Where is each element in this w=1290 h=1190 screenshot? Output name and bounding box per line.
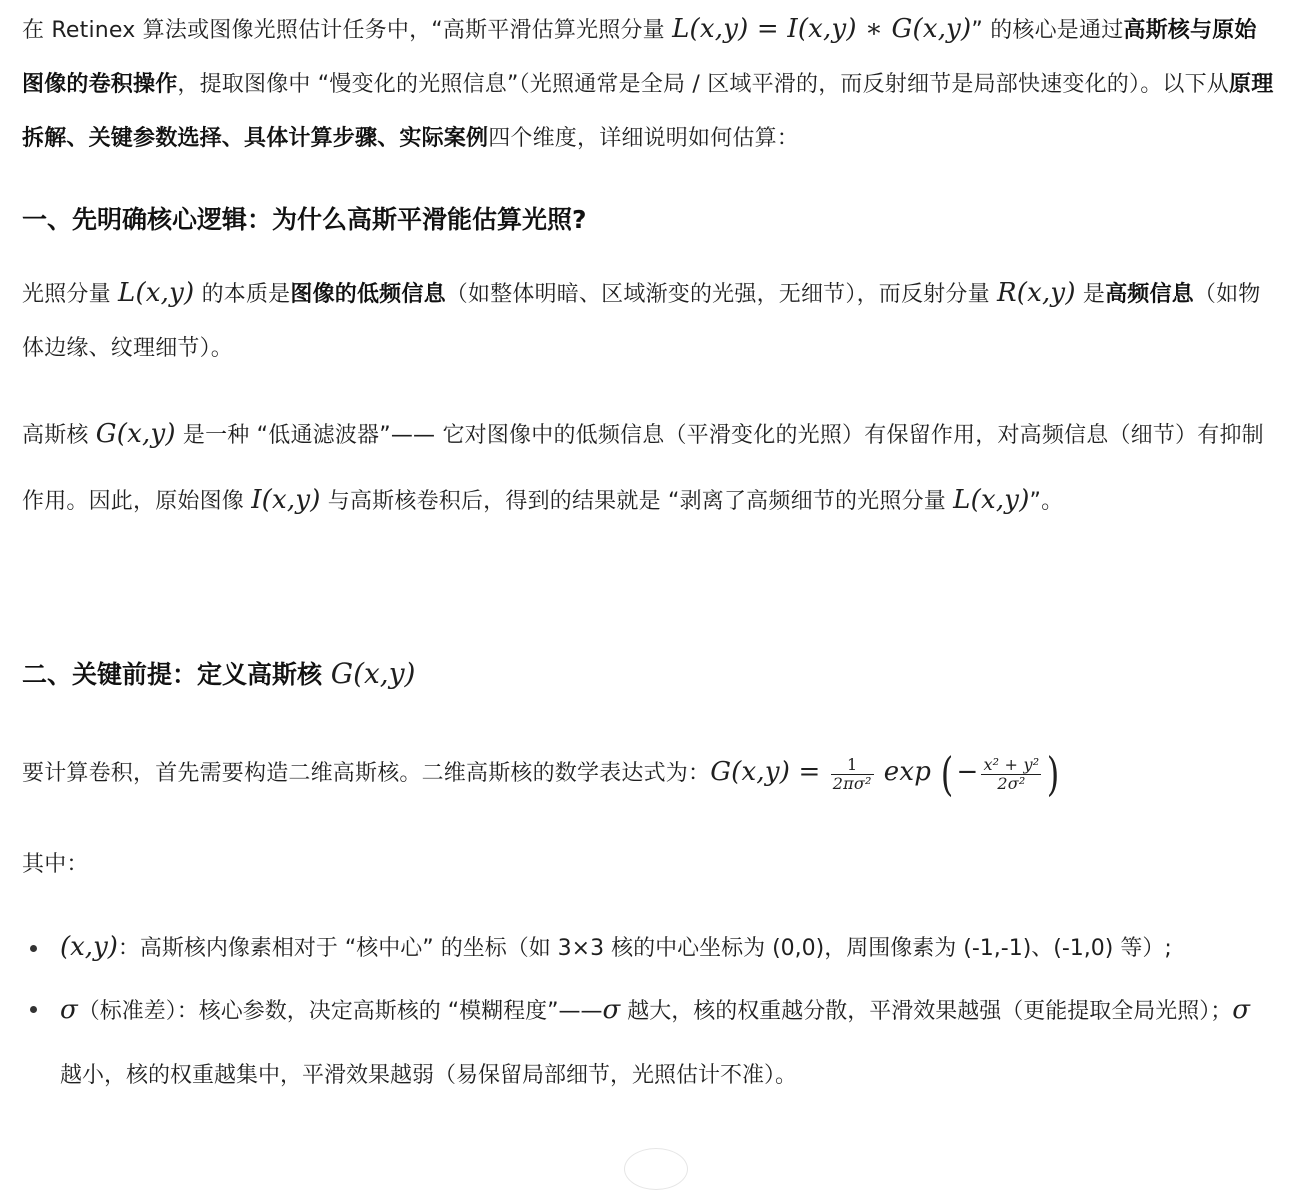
- gaussian-formula-paragraph: [22, 742, 1274, 804]
- s1p1-text-c: （如整体明暗、区域渐变的光强，无细节），而反射分量: [445, 282, 997, 307]
- where-label: 其中：: [22, 852, 89, 877]
- s1p1-text-a: 光照分量: [22, 282, 118, 307]
- fraction-1-numerator: 1: [831, 756, 874, 775]
- bullet-2-text-c: 越小，核的权重越集中，平滑效果越弱（易保留局部细节，光照估计不准）。: [60, 1063, 798, 1088]
- fraction-1-denominator: 2πσ²: [832, 773, 872, 793]
- formula-right-paren: ): [1047, 747, 1060, 801]
- section-2-heading-math: G(x,y): [330, 657, 416, 690]
- s1p1-bold-high-frequency: 高频信息: [1105, 282, 1194, 307]
- intro-bold-dimensions: 原理拆解、关键参数选择、具体计算步骤、实际案例: [22, 72, 1274, 151]
- section-1-paragraph-1: [22, 266, 1274, 376]
- fraction-2-denominator: 2σ²: [997, 773, 1026, 793]
- bullet-2-text-b: 越大，核的权重越分散，平滑效果越强（更能提取全局光照）；: [620, 999, 1233, 1024]
- formula-lhs: G(x,y) =: [710, 757, 821, 787]
- bullet-dot: [30, 1006, 37, 1013]
- bullet-2-math-3: σ: [1232, 995, 1251, 1025]
- bullet-1-text: ：高斯核内像素相对于 “核中心” 的坐标（如 3×3 核的中心坐标为 (0,0)，周围像素为 (-1,-1)、(-1,0) 等）;: [117, 936, 1172, 961]
- illumination-equation: L(x,y) = I(x,y) ∗ G(x,y): [672, 14, 972, 44]
- formula-minus: −: [956, 757, 979, 787]
- intro-paragraph: [22, 2, 1274, 166]
- s1p2-math-G: G(x,y): [95, 419, 176, 449]
- formula-fraction-1: [831, 756, 874, 793]
- bullet-2-math-2: σ: [602, 995, 621, 1025]
- bullet-dot: [30, 945, 37, 952]
- parameter-list: [22, 920, 1274, 1108]
- intro-text-1: 在 Retinex 算法或图像光照估计任务中，“高斯平滑估算光照分量: [22, 18, 673, 43]
- s1p1-math-L: L(x,y): [118, 278, 195, 308]
- s1p1-bold-low-frequency: 图像的低频信息: [290, 282, 446, 307]
- s1p2-math-L: L(x,y): [953, 485, 1030, 515]
- s1p2-text-d: ”。: [1029, 489, 1064, 514]
- formula-exp: exp: [883, 757, 932, 787]
- fraction-2-numerator: x² + y²: [983, 754, 1040, 774]
- formula-left-paren: (: [941, 747, 954, 801]
- intro-bold-convolution: 高斯核与原始图像的卷积操作: [22, 18, 1257, 97]
- intro-text-2: ” 的核心是通过: [971, 18, 1124, 43]
- list-item-sigma: [22, 978, 1274, 1108]
- bullet-1-math: (x,y): [60, 932, 118, 962]
- s1p2-math-I: I(x,y): [251, 485, 321, 515]
- s1p2-text-a: 高斯核: [22, 423, 96, 448]
- s1p2-text-c: 与高斯核卷积后，得到的结果就是 “剥离了高频细节的光照分量: [320, 489, 954, 514]
- s1p1-text-b: 的本质是: [194, 282, 291, 307]
- intro-text-3: ，提取图像中 “慢变化的光照信息”（光照通常是全局 / 区域平滑的，而反射细节是局部快速变化的）。以下从: [177, 72, 1229, 97]
- bullet-2-text-a: （标准差）：核心参数，决定高斯核的 “模糊程度”——: [77, 999, 603, 1024]
- formula-fraction-2: [981, 756, 1041, 793]
- list-item-coordinates: [22, 920, 1274, 976]
- section-2-heading-text: 二、关键前提：定义高斯核: [22, 660, 331, 689]
- bullet-2-math: σ: [60, 995, 78, 1025]
- intro-text-4: 四个维度，详细说明如何估算：: [488, 126, 800, 151]
- formula-intro-text: 要计算卷积，首先需要构造二维高斯核。二维高斯核的数学表达式为：: [22, 761, 711, 786]
- scroll-down-button[interactable]: [624, 1148, 688, 1190]
- s1p2-text-b: 是一种 “低通滤波器”—— 它对图像中的低频信息（平滑变化的光照）有保留作用，对高频信息（细节）有抑制作用。因此，原始图像: [22, 423, 1264, 514]
- section-1-paragraph-2: [22, 402, 1274, 534]
- s1p1-math-R: R(x,y): [996, 278, 1076, 308]
- section-1-heading: 一、先明确核心逻辑：为什么高斯平滑能估算光照?: [22, 205, 587, 234]
- s1p1-text-e: （如物体边缘、纹理细节）。: [22, 282, 1261, 361]
- s1p1-text-d: 是: [1075, 282, 1106, 307]
- section-2-heading: [22, 655, 415, 691]
